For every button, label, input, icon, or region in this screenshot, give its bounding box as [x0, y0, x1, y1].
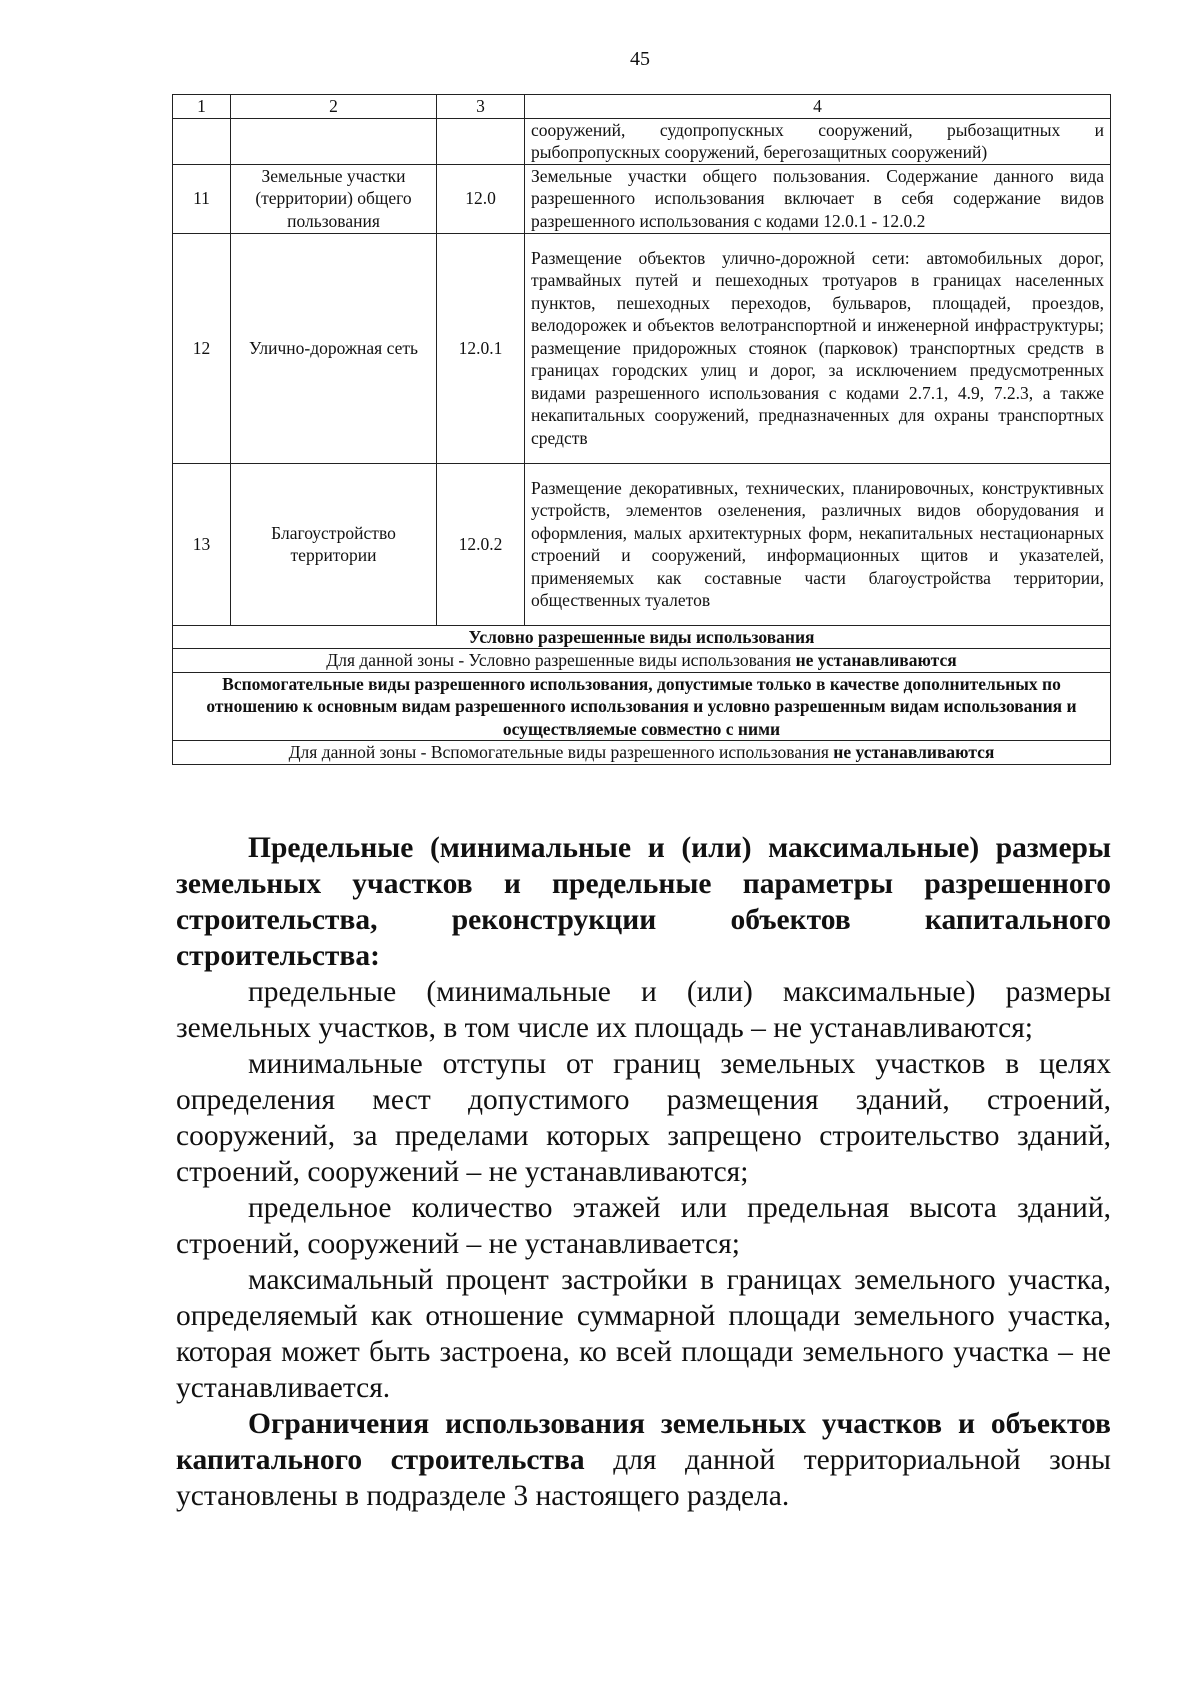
use-code: 12.0 [437, 164, 525, 233]
description-text: Размещение объектов улично-дорожной сети: автомобильных дорог, трамвайных путей и пешеходных тротуаров в границах населенных пунктов, пешеходных переходов, бульваров, площадей, проездов, велодорожек и объектов велотранспортной и инженерной инфраструктуры; размещение придорожных стоянок (парковок) транспортных средств в границах городских улиц и дорог, за исключением предусмотренных видами разрешенного использования с кодами 2.7.1, 4.9, 7.2.3, а также некапитальных сооружений, предназначенных для охраны транспортных средств [531, 247, 1104, 448]
table-row [173, 463, 1111, 625]
table-row [173, 164, 1111, 233]
row-number: 12 [173, 233, 231, 463]
land-use-table [172, 94, 1111, 765]
table-row [173, 233, 1111, 463]
use-description [525, 118, 1111, 164]
page-number: 45 [630, 48, 650, 70]
restrictions-heading: Ограничения использования земельных участков и объектов капитального строительства [176, 1408, 1111, 1476]
use-name: Благоустройство территории [231, 463, 437, 625]
conditional-uses-title: Условно разрешенные виды использования [173, 625, 1111, 649]
paragraph: максимальный процент застройки в границах земельного участка, определяемый как отношение суммарной площади земельного участка, которая может быть застроена, ко всей площади земельного участка – не устанавливается. [176, 1264, 1111, 1404]
row-number: 13 [173, 463, 231, 625]
table-row [173, 625, 1111, 649]
body-text [176, 830, 1111, 1514]
section-heading: Предельные (минимальные и (или) максимальные) размеры земельных участков и предельные параметры разрешенного строительства, реконструкции объектов капитального строительства: [176, 832, 1111, 972]
header-cell: 4 [525, 95, 1111, 119]
note-text: Для данной зоны - Условно разрешенные виды использования [326, 650, 796, 670]
note-emphasis: не устанавливаются [833, 742, 995, 762]
table-row [173, 649, 1111, 673]
table-row [173, 741, 1111, 765]
conditional-uses-note [173, 649, 1111, 673]
use-code: 12.0.2 [437, 463, 525, 625]
paragraph: предельные (минимальные и (или) максимальные) размеры земельных участков, в том числе их площадь – не устанавливаются; [176, 976, 1111, 1044]
paragraph [176, 1406, 1111, 1514]
use-name [231, 118, 437, 164]
use-description [525, 463, 1111, 625]
use-name: Улично-дорожная сеть [231, 233, 437, 463]
header-cell: 3 [437, 95, 525, 119]
table-row [173, 672, 1111, 741]
restrictions-text: для данной территориальной зоны установлены в подразделе 3 настоящего раздела. [176, 1444, 1111, 1512]
table-row [173, 118, 1111, 164]
row-number: 11 [173, 164, 231, 233]
paragraph: предельное количество этажей или предельная высота зданий, строений, сооружений – не устанавливается; [176, 1192, 1111, 1260]
use-description [525, 233, 1111, 463]
auxiliary-uses-title: Вспомогательные виды разрешенного использования, допустимые только в качестве дополнительных по отношению к основным видам разрешенного использования и условно разрешенным видам использования и осуществляемые совместно с ними [173, 672, 1111, 741]
header-cell: 2 [231, 95, 437, 119]
note-emphasis: не устанавливаются [795, 650, 957, 670]
use-code [437, 118, 525, 164]
use-description [525, 164, 1111, 233]
use-code: 12.0.1 [437, 233, 525, 463]
row-number [173, 118, 231, 164]
header-cell: 1 [173, 95, 231, 119]
table-header-row [173, 95, 1111, 119]
description-text: сооружений, судопропускных сооружений, рыбозащитных и рыбопропускных сооружений, берегозащитных сооружений) [531, 119, 1104, 162]
use-name: Земельные участки (территории) общего пользования [231, 164, 437, 233]
note-text: Для данной зоны - Вспомогательные виды разрешенного использования [288, 742, 834, 762]
description-text: Размещение декоративных, технических, планировочных, конструктивных устройств, элементов озеленения, различных видов оборудования и оформления, малых архитектурных форм, некапитальных нестационарных строений и сооружений, информационных щитов и указателей, применяемых как составные части благоустройства территории, общественных туалетов [531, 477, 1104, 610]
auxiliary-uses-note [173, 741, 1111, 765]
paragraph: минимальные отступы от границ земельных участков в целях определения мест допустимого размещения зданий, строений, сооружений, за пределами которых запрещено строительство зданий, строений, сооружений – не устанавливаются; [176, 1048, 1111, 1188]
description-text: Земельные участки общего пользования. Содержание данного вида разрешенного использования включает в себя содержание видов разрешенного использования с кодами 12.0.1 - 12.0.2 [531, 165, 1104, 231]
